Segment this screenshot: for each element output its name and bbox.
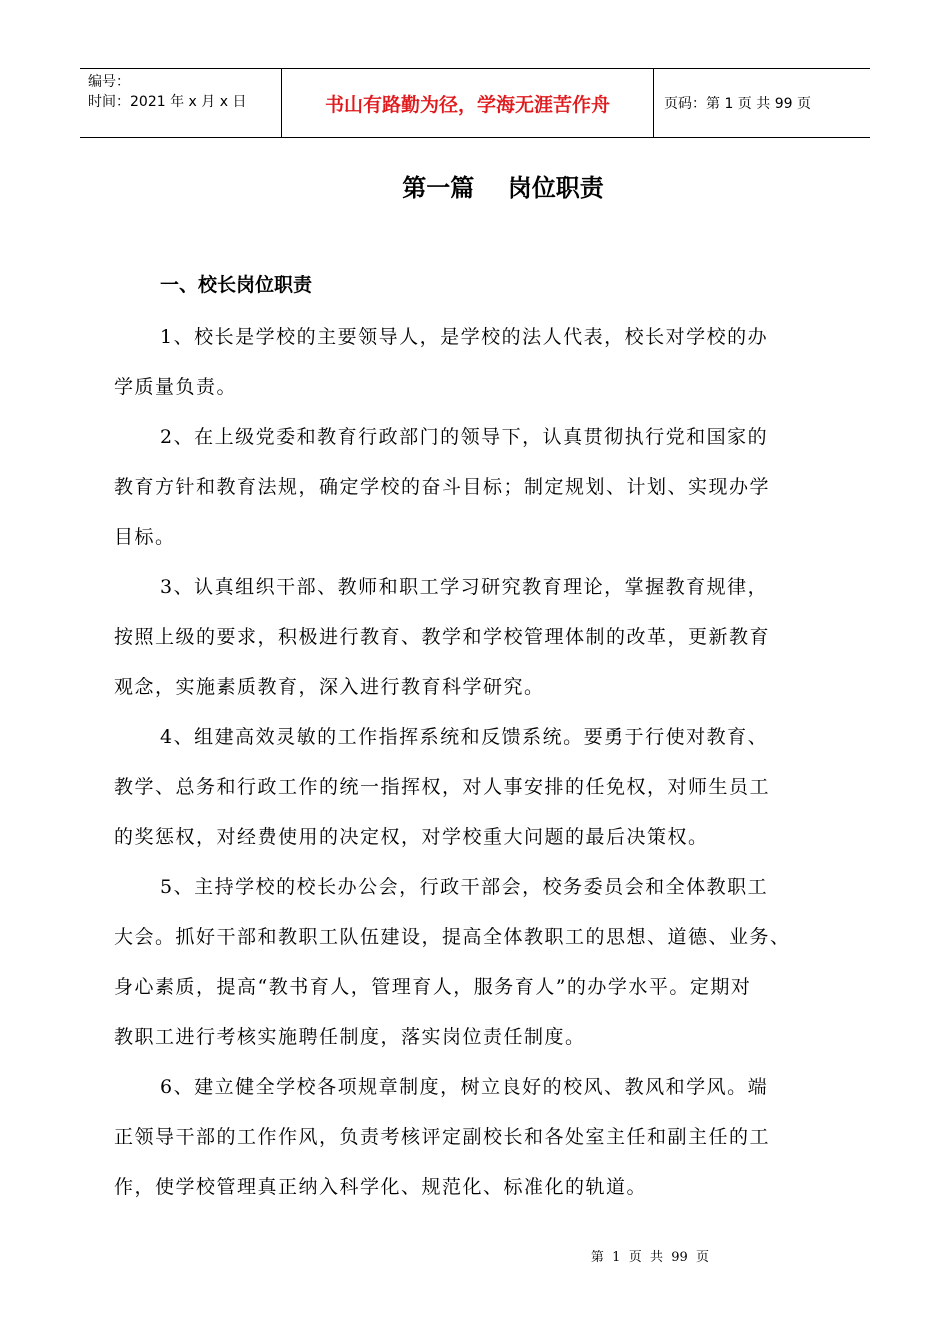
document-title: 第一篇 岗位职责	[402, 174, 604, 202]
body-line-8: 4、组建高效灵敏的工作指挥系统和反馈系统。要勇于行使对教育、	[160, 726, 769, 748]
body-line-0: 1、校长是学校的主要领导人，是学校的法人代表，校长对学校的办	[160, 326, 769, 348]
header-table	[80, 68, 870, 138]
body-line-1: 学质量负责。	[114, 376, 238, 398]
body-line-9: 教学、总务和行政工作的统一指挥权，对人事安排的任免权，对师生员工	[114, 776, 771, 798]
body-line-13: 身心素质，提高“教书育人，管理育人，服务育人”的办学水平。定期对	[114, 976, 752, 998]
header-page-info: 页码：第 1 页 共 99 页	[664, 96, 811, 112]
date-label: 时间：2021 年 x 月 x 日	[88, 94, 247, 110]
header-motto: 书山有路勤为径，学海无涯苦作舟	[324, 93, 610, 116]
body-line-16: 正领导干部的工作作风，负责考核评定副校长和各处室主任和副主任的工	[114, 1126, 771, 1148]
header-page-cell	[654, 69, 870, 137]
body-line-15: 6、建立健全学校各项规章制度，树立良好的校风、教风和学风。端	[160, 1076, 769, 1098]
header-meta-cell	[80, 69, 282, 137]
body-line-5: 3、认真组织干部、教师和职工学习研究教育理论，掌握教育规律，	[160, 576, 769, 598]
body-line-17: 作，使学校管理真正纳入科学化、规范化、标准化的轨道。	[114, 1176, 648, 1198]
body-line-10: 的奖惩权，对经费使用的决定权，对学校重大问题的最后决策权。	[114, 826, 709, 848]
body-line-2: 2、在上级党委和教育行政部门的领导下，认真贯彻执行党和国家的	[160, 426, 769, 448]
serial-label: 编号：	[88, 74, 130, 90]
section-heading: 一、校长岗位职责	[160, 274, 313, 296]
body-line-11: 5、主持学校的校长办公会，行政干部会，校务委员会和全体教职工	[160, 876, 769, 898]
body-line-6: 按照上级的要求，积极进行教育、教学和学校管理体制的改革，更新教育	[114, 626, 771, 648]
body-line-7: 观念，实施素质教育，深入进行教育科学研究。	[114, 676, 545, 698]
header-motto-cell	[282, 69, 654, 137]
body-line-14: 教职工进行考核实施聘任制度，落实岗位责任制度。	[114, 1026, 586, 1048]
body-line-4: 目标。	[114, 526, 176, 548]
body-line-3: 教育方针和教育法规，确定学校的奋斗目标；制定规划、计划、实现办学	[114, 476, 771, 498]
body-line-12: 大会。抓好干部和教职工队伍建设，提高全体教职工的思想、道德、业务、	[114, 926, 791, 948]
footer-page-number: 第 1 页 共 99 页	[590, 1250, 710, 1265]
